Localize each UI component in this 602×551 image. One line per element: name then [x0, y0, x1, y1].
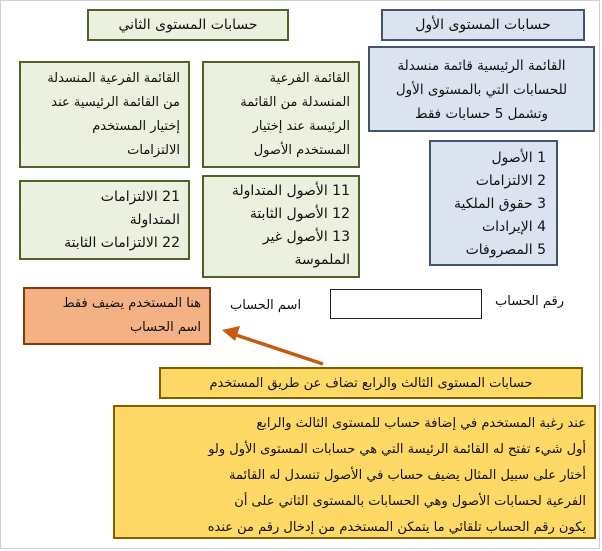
note-line: من القائمة الرئيسية عند: [51, 95, 180, 110]
list-item: 22 الالتزامات الثابتة: [64, 235, 180, 251]
list-item: الملموسة: [294, 252, 350, 268]
level1-description-line: القائمة الرئيسية قائمة منسدلة: [397, 58, 566, 74]
note-line: المنسدلة من القائمة: [240, 95, 350, 110]
explanation-line: الفرعية لحسابات الأصول وهي الحسابات بالمستوى الثاني على أن: [234, 494, 586, 509]
arrow-shaft: [233, 334, 323, 364]
level34-title-text: حسابات المستوى الثالث والرابع تضاف عن طريق المستخدم: [209, 376, 533, 391]
list-item: 21 الالتزامات: [100, 189, 180, 205]
level1-description-line: وتشمل 5 حسابات فقط: [415, 106, 548, 122]
account-number-label: رقم الحساب: [495, 294, 565, 309]
level2-title-text: حسابات المستوى الثاني: [118, 17, 258, 33]
arrow-head: [222, 326, 240, 341]
list-item: 2 الالتزامات: [475, 173, 546, 189]
explanation-line: يكون رقم الحساب تلقائي ما يتمكن المستخدم من إدخال رقم من عنده: [207, 520, 586, 535]
explanation-box: [113, 405, 596, 539]
note-line: القائمة الفرعية: [269, 71, 350, 86]
note-line: الالتزامات: [127, 143, 180, 158]
note-line: المستخدم الأصول: [253, 143, 350, 158]
note-line: اسم الحساب: [129, 320, 201, 335]
level1-title-text: حسابات المستوى الأول: [415, 17, 551, 33]
list-item: 1 الأصول: [491, 150, 546, 166]
explanation-line: أختار على سبيل المثال يضيف حساب في الأصول تنسدل له القائمة: [229, 468, 586, 483]
list-item: 11 الأصول المتداولة: [231, 183, 350, 199]
list-item: 3 حقوق الملكية: [454, 196, 546, 212]
note-line: الرئيسة عند إختيار: [252, 119, 350, 134]
note-line: إختيار المستخدم: [92, 119, 180, 134]
account-name-label: اسم الحساب: [230, 298, 302, 313]
note-line: هنا المستخدم يضيف فقط: [62, 296, 201, 311]
list-item: 13 الأصول غير: [262, 229, 350, 245]
level34-title: [159, 367, 583, 399]
list-item: 5 المصروفات: [465, 242, 546, 258]
level1-description-line: للحسابات التي بالمستوى الأول: [395, 82, 568, 98]
list-item: المتداولة: [129, 212, 180, 228]
list-item: 4 الإيرادات: [481, 219, 546, 235]
list-item: 12 الأصول الثابتة: [249, 206, 350, 222]
explanation-line: أول شيء تفتح له القائمة الرئيسة التي هي حسابات المستوى الأول ولو: [208, 442, 586, 457]
explanation-line: عند رغبة المستخدم في إضافة حساب للمستوى الثالث والرابع: [256, 416, 586, 431]
note-line: القائمة الفرعية المنسدلة: [47, 71, 180, 86]
